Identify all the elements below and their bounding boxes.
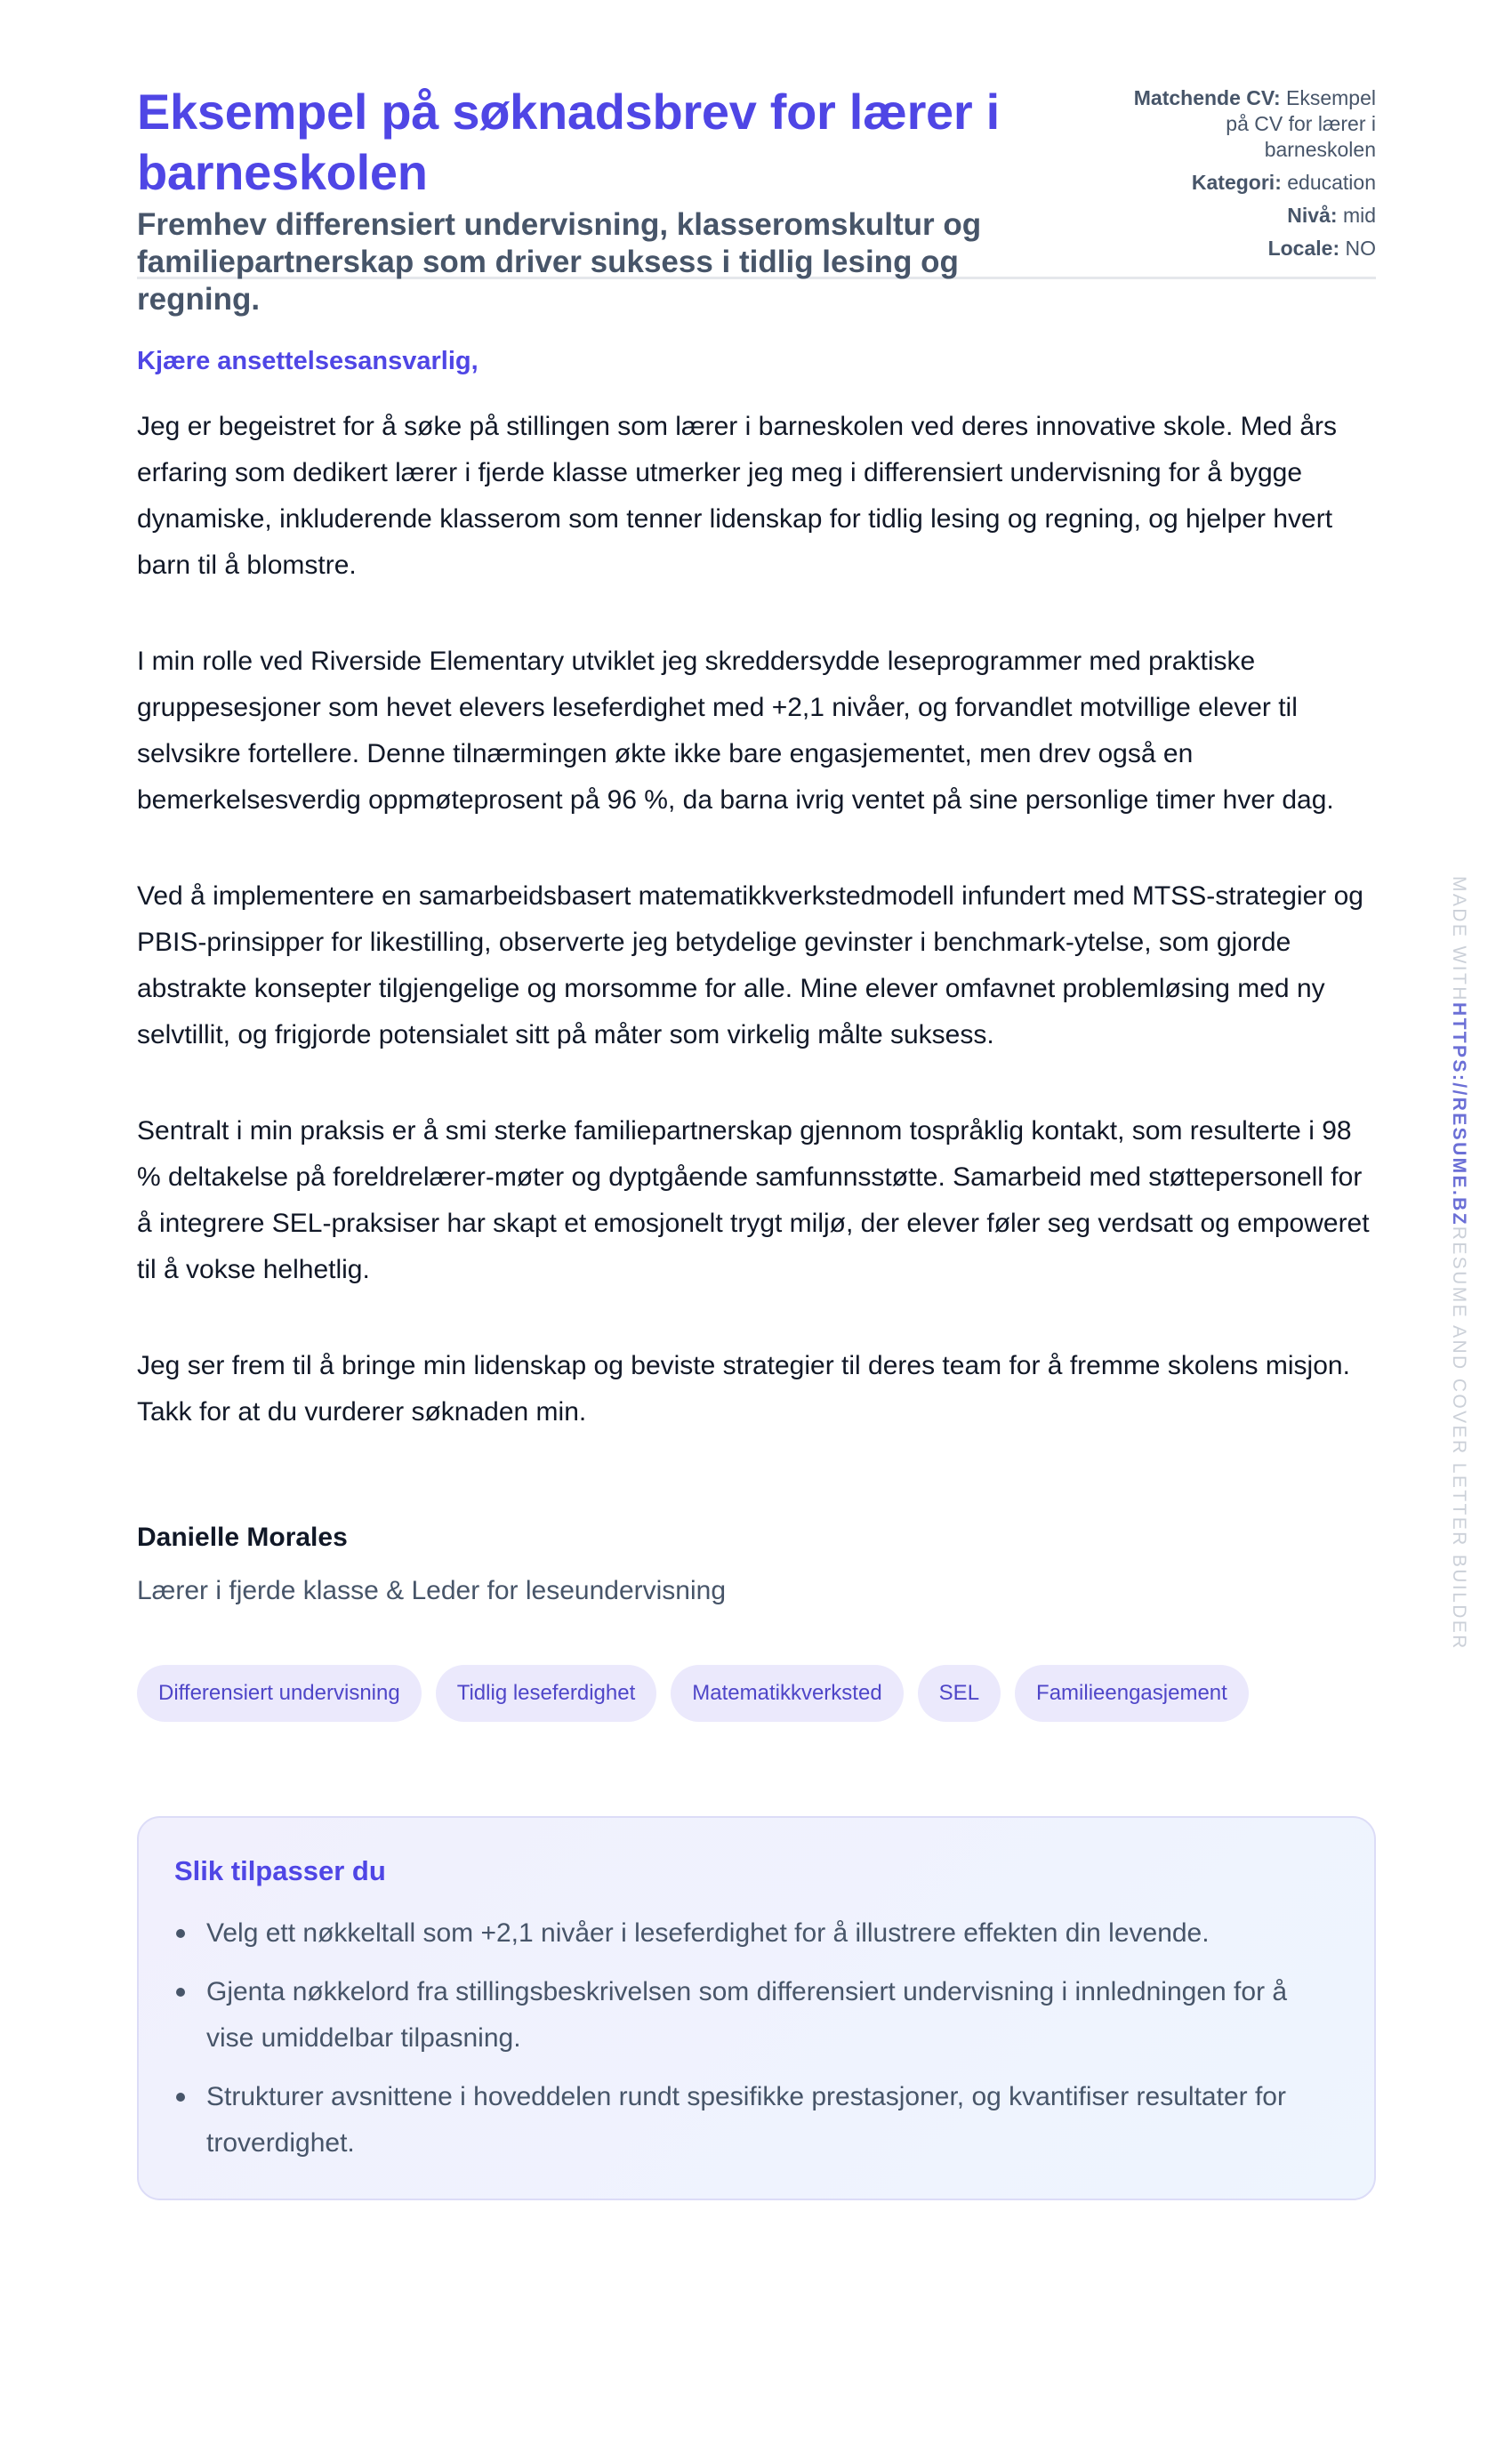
meta-matching-cv-value[interactable]: Eksempel på CV for lærer i barneskolen [1226, 86, 1376, 161]
tips-item [206, 1910, 1339, 1957]
letter-paragraph: Sentralt i min praksis er å smi sterke familiepartnerskap gjennom tospråklig kontakt, som resulterte i 98 % deltakelse på foreldrelærer-møter og dyptgående samfunnsstøtte. Samarbeid med støttepersonell for å integrere SEL-praksiser har skapt et emosjonelt trygt miljø, der elever føler seg verdsatt og empoweret til å vokse helhetlig. [137, 1116, 1370, 1284]
tips-item-text: Gjenta nøkkelord fra stillingsbeskrivelsen som differensiert undervisning i innledningen for å vise umiddelbar tilpasning. [206, 1977, 1288, 2053]
tag-familieengasjement[interactable]: Familieengasjement [1015, 1665, 1249, 1722]
cover-letter-page [137, 0, 1376, 2200]
letter-body [137, 404, 1376, 1435]
tag-matematikkverksted[interactable]: Matematikkverksted [671, 1665, 903, 1722]
side-credit-prefix: MADE WITH [1449, 876, 1469, 1002]
meta-locale [1109, 236, 1376, 261]
letter-paragraph: Jeg er begeistret for å søke på stillingen som lærer i barneskolen ved deres innovative skole. Med års erfaring som dedikert lærer i fjerde klasse utmerker jeg meg i differensiert undervisning for å bygge dynamiske, inkluderende klasserom som tenner lidenskap for tidlig lesing og regning, og hjelper hvert barn til å blomstre. [137, 412, 1337, 580]
letter-paragraph: Ved å implementere en samarbeidsbasert matematikkverkstedmodell infundert med MTSS-strategier og PBIS-prinsipper for likestilling, observerte jeg betydelige gevinster i benchmark-ytelse, som gjorde abstrakte konsepter tilgjengelige og morsomme for alle. Mine elever omfavnet problemløsing med ny selvtillit, og frigjorde potensialet sitt på måter som virkelig målte suksess. [137, 881, 1363, 1049]
page-title: Eksempel på søknadsbrev for lærer i barneskolen [137, 84, 1000, 200]
tips-item [206, 2074, 1339, 2167]
meta-level [1109, 203, 1376, 229]
meta-category [1109, 170, 1376, 196]
page-header [137, 0, 1376, 317]
meta-locale-label: Locale: [1267, 237, 1340, 260]
meta-panel [1109, 85, 1376, 269]
tips-list [174, 1910, 1339, 2167]
meta-level-label: Nivå: [1287, 204, 1338, 227]
tips-title: Slik tilpasser du [174, 1855, 386, 1886]
side-credit [1448, 876, 1469, 1651]
side-credit-suffix: RESUME AND COVER LETTER BUILDER [1449, 1226, 1469, 1651]
bullet-icon [176, 2093, 185, 2102]
meta-category-label: Kategori: [1191, 171, 1282, 194]
tips-item-text: Velg ett nøkkeltall som +2,1 nivåer i leseferdighet for å illustrere effekten din levende. [206, 1918, 1210, 1948]
signature-block [137, 1521, 1376, 1608]
letter-paragraph: I min rolle ved Riverside Elementary utviklet jeg skreddersydde leseprogrammer med praktiske gruppesesjoner som hevet elevers leseferdighet med +2,1 nivåer, og forvandlet motvillige elever til selvsikre fortellere. Denne tilnærmingen økte ikke bare engasjementet, men drev også en bemerkelsesverdig oppmøteprosent på 96 %, da barna ivrig ventet på sine personlige timer hver dag. [137, 647, 1334, 815]
tips-box [137, 1816, 1376, 2200]
tips-item [206, 1969, 1339, 2062]
bullet-icon [176, 1988, 185, 1997]
meta-matching-cv [1109, 85, 1376, 163]
tag-list [137, 1665, 1376, 1722]
page-subtitle: Fremhev differensiert undervisning, klasseromskultur og familiepartnerskap som driver suksess i tidlig lesing og regning. [137, 207, 982, 317]
signature-name: Danielle Morales [137, 1523, 348, 1552]
tag-sel[interactable]: SEL [918, 1665, 1001, 1722]
tag-tidlig-leseferdighet[interactable]: Tidlig leseferdighet [436, 1665, 657, 1722]
side-credit-link[interactable]: HTTPS://RESUME.BZ [1449, 1001, 1469, 1226]
letter-paragraph: Jeg ser frem til å bringe min lidenskap og beviste strategier til deres team for å fremme skolens misjon. Takk for at du vurderer søknaden min. [137, 1351, 1350, 1427]
meta-level-value: mid [1342, 204, 1376, 227]
meta-matching-cv-label: Matchende CV: [1133, 86, 1281, 109]
letter-greeting: Kjære ansettelsesansvarlig, [137, 347, 479, 375]
meta-category-value: education [1287, 171, 1376, 194]
meta-locale-value: NO [1345, 237, 1376, 260]
signature-role: Lærer i fjerde klasse & Leder for leseundervisning [137, 1576, 727, 1605]
tips-item-text: Strukturer avsnittene i hoveddelen rundt spesifikke prestasjoner, og kvantifiser resultater for troverdighet. [206, 2082, 1286, 2158]
bullet-icon [176, 1929, 185, 1938]
tag-differensiert-undervisning[interactable]: Differensiert undervisning [137, 1665, 422, 1722]
